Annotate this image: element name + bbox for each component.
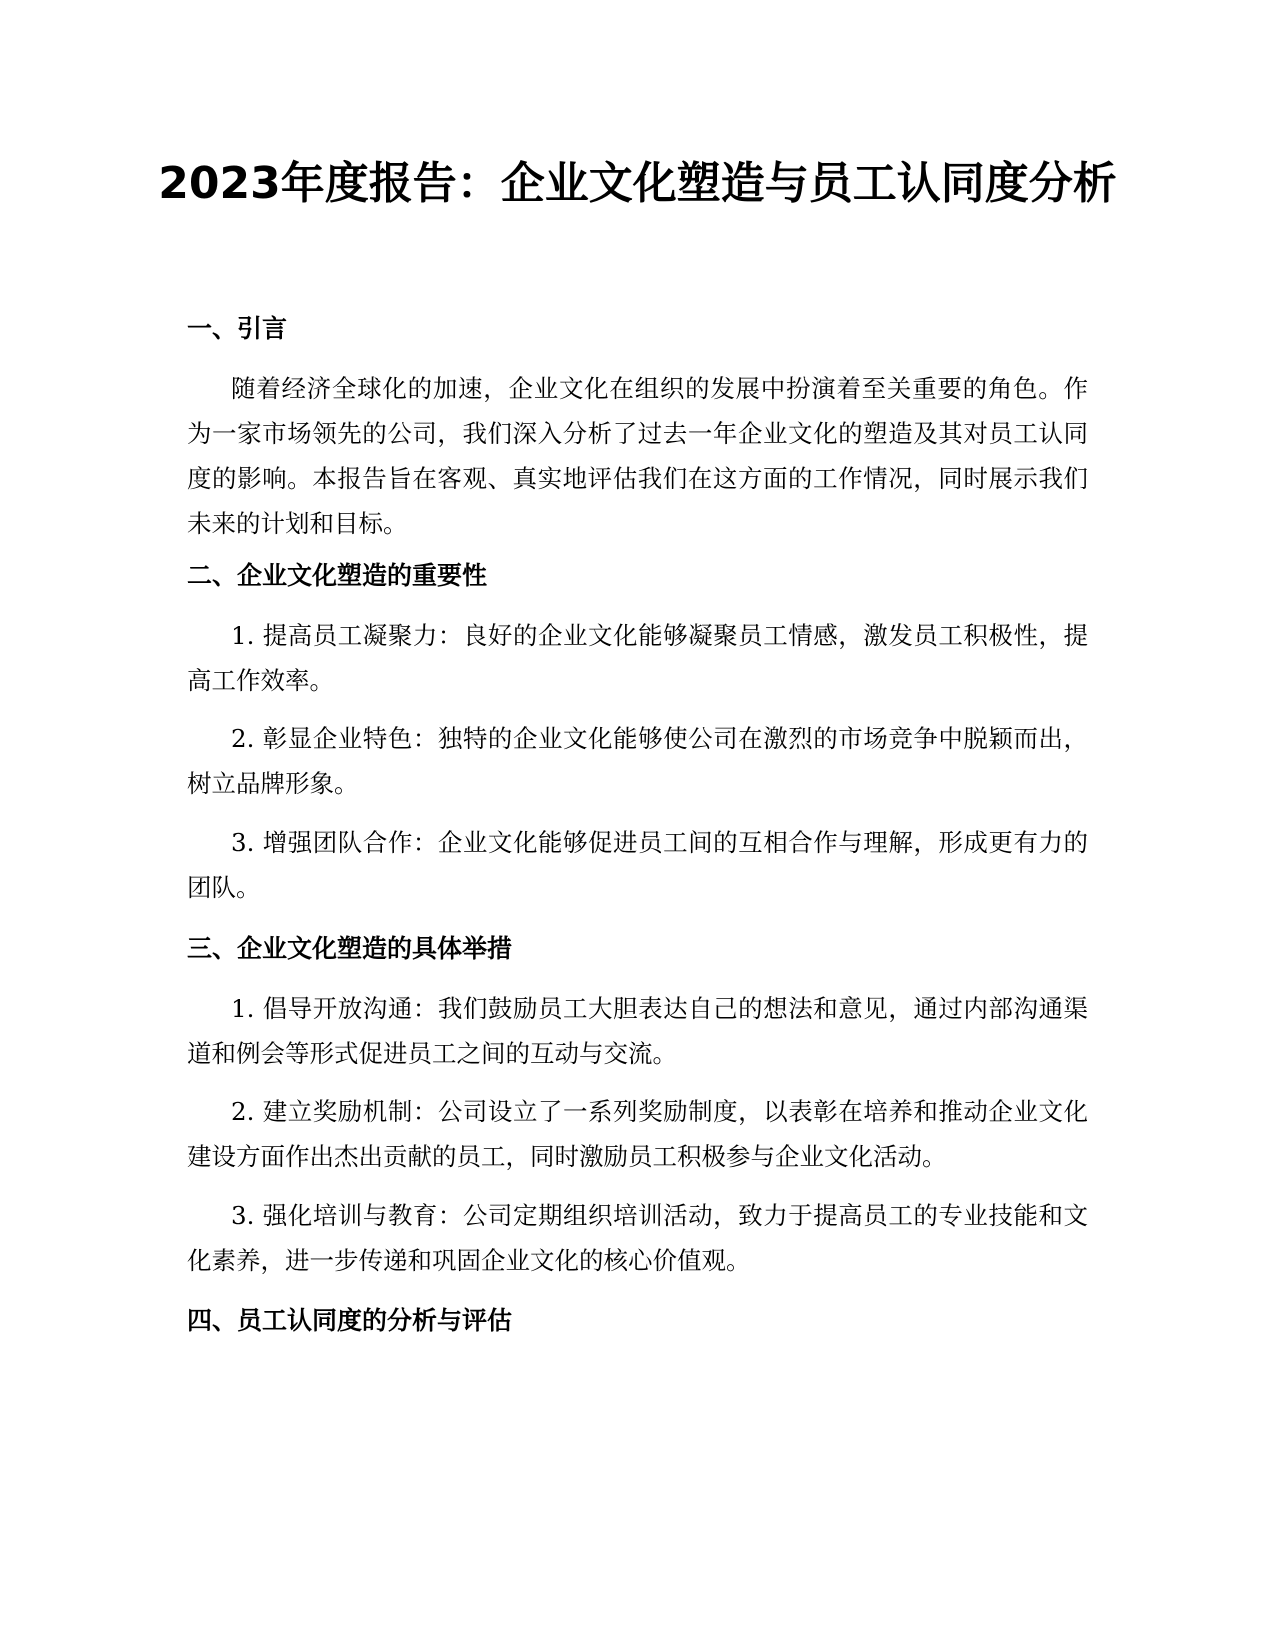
paragraph-introduction: 随着经济全球化的加速，企业文化在组织的发展中扮演着至关重要的角色。作为一家市场领先的公司，我们深入分析了过去一年企业文化的塑造及其对员工认同度的影响。本报告旨在客观、真实地评估我们在这方面的工作情况，同时展示我们未来的计划和目标。 (187, 374, 1088, 538)
paragraph-measures-3: 3. 强化培训与教育：公司定期组织培训活动，致力于提高员工的专业技能和文化素养，进一步传递和巩固企业文化的核心价值观。 (187, 1201, 1088, 1275)
paragraph-importance-1: 1. 提高员工凝聚力：良好的企业文化能够凝聚员工情感，激发员工积极性，提高工作效率。 (187, 621, 1088, 695)
section-heading-importance: 二、企业文化塑造的重要性 (187, 561, 488, 590)
paragraph-measures-2: 2. 建立奖励机制：公司设立了一系列奖励制度，以表彰在培养和推动企业文化建设方面作出杰出贡献的员工，同时激励员工积极参与企业文化活动。 (187, 1097, 1088, 1171)
section-heading-recognition: 四、员工认同度的分析与评估 (187, 1306, 513, 1335)
paragraph-importance-3: 3. 增强团队合作：企业文化能够促进员工间的互相合作与理解，形成更有力的团队。 (187, 828, 1088, 902)
document-title: 2023年度报告：企业文化塑造与员工认同度分析 (158, 158, 1117, 209)
section-heading-measures: 三、企业文化塑造的具体举措 (187, 934, 513, 963)
paragraph-measures-1: 1. 倡导开放沟通：我们鼓励员工大胆表达自己的想法和意见，通过内部沟通渠道和例会等形式促进员工之间的互动与交流。 (187, 994, 1088, 1068)
paragraph-importance-2: 2. 彰显企业特色：独特的企业文化能够使公司在激烈的市场竞争中脱颖而出，树立品牌形象。 (187, 724, 1088, 798)
section-heading-introduction: 一、引言 (187, 314, 288, 343)
